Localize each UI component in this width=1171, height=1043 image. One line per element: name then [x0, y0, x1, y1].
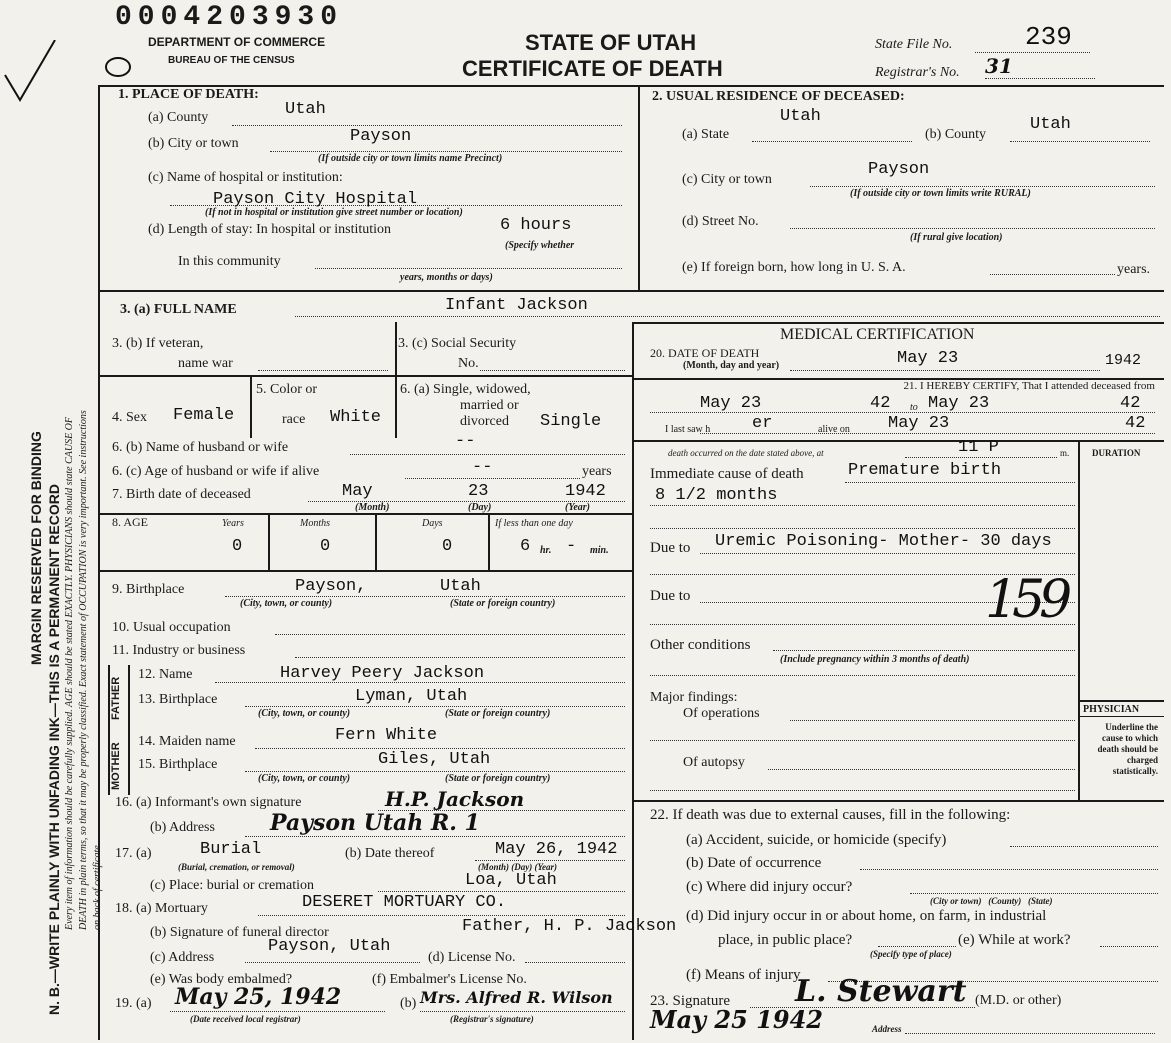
margin-instructions-3: on back of certificate.	[92, 842, 103, 930]
sex-value: Female	[173, 406, 235, 425]
received-label: 19. (a)	[115, 996, 152, 1011]
received-date-value: May 25, 1942	[175, 984, 342, 1010]
birthplace-city: Payson,	[295, 577, 367, 596]
father-birth-value: Lyman, Utah	[355, 687, 468, 706]
res-county-value: Utah	[1030, 115, 1071, 134]
director-label: (b) Signature of funeral director	[150, 925, 329, 940]
age-months-label: Months	[300, 518, 330, 529]
registrar-label: Registrar's No.	[875, 65, 960, 80]
birthdate-day-note: (Day)	[468, 502, 492, 513]
other-conditions-note: (Include pregnancy within 3 months of death)	[780, 654, 970, 665]
sex-label: 4. Sex	[112, 410, 147, 425]
m-label: m.	[1060, 448, 1070, 458]
mother-maiden-label: 14. Maiden name	[138, 734, 236, 749]
attend-from-value: May 23	[700, 394, 762, 413]
mortuary-addr-label: (c) Address	[150, 950, 215, 965]
spouse-age-value: --	[472, 458, 493, 477]
res-county-label: (b) County	[925, 127, 987, 142]
informant-sig-label: 16. (a) Informant's own signature	[115, 795, 302, 810]
mortuary-addr-value: Payson, Utah	[268, 937, 391, 956]
margin-instructions-1: Every item of information should be carefully supplied. AGE should be stated EXACTLY. PHYSICIANS should state CAUSE OF	[64, 416, 75, 930]
burial-date-value: May 26, 1942	[495, 840, 618, 859]
operations-label: Of operations	[683, 706, 760, 721]
birthdate-label: 7. Birth date of deceased	[112, 487, 251, 502]
race-label: race	[282, 412, 306, 427]
residence-heading: 2. USUAL RESIDENCE OF DECEASED:	[652, 89, 905, 104]
md-label: (M.D. or other)	[975, 993, 1062, 1008]
age-label: 8. AGE	[112, 515, 148, 529]
informant-sig-value: H.P. Jackson	[385, 787, 525, 811]
where-note: (City or town) (County) (State)	[930, 896, 1053, 906]
age-lessday-label: If less than one day	[495, 518, 573, 529]
registrar-sig-value: Mrs. Alfred R. Wilson	[420, 988, 613, 1007]
burial-value: Burial	[200, 840, 262, 859]
mortuary-value: DESERET MORTUARY CO.	[302, 893, 507, 912]
physician-note: Underline the cause to which death should be charged statistically.	[1097, 722, 1158, 776]
alive-label: alive on	[818, 424, 850, 435]
occurrence-label: (b) Date of occurrence	[686, 855, 822, 871]
age-hours-value: 6	[520, 537, 531, 556]
margin-binding-text: MARGIN RESERVED FOR BINDING	[28, 431, 44, 665]
race-value: White	[330, 408, 382, 427]
circle-mark-icon	[100, 52, 140, 82]
res-state-value: Utah	[780, 107, 821, 126]
physician-sig-date: May 25 1942	[650, 1005, 823, 1034]
burial-label: 17. (a)	[115, 846, 152, 861]
res-foreign-unit: years.	[1117, 262, 1151, 277]
certify-label: 21. I HEREBY CERTIFY, That I attended deceased from	[903, 380, 1155, 392]
birthdate-month: May	[342, 482, 373, 501]
other-conditions-label: Other conditions	[650, 637, 751, 653]
father-name-label: 12. Name	[138, 667, 193, 682]
age-hr-label: hr.	[540, 545, 552, 556]
attend-to-label: to	[910, 402, 918, 413]
hospital-note: (If not in hospital or institution give street number or location)	[205, 207, 463, 218]
burial-place-value: Loa, Utah	[465, 871, 557, 890]
age-months-value: 0	[320, 537, 331, 556]
occupation-label: 10. Usual occupation	[112, 620, 231, 635]
birthdate-year-note: (Year)	[565, 502, 590, 513]
burial-date-label: (b) Date thereof	[345, 846, 435, 861]
dod-value: May 23	[897, 349, 959, 368]
bureau-label: BUREAU OF THE CENSUS	[168, 55, 295, 66]
place-of-death-heading: 1. PLACE OF DEATH:	[118, 87, 259, 102]
state-title: STATE OF UTAH	[525, 30, 697, 55]
lastsaw-value: May 23	[888, 414, 950, 433]
mother-birth-label: 15. Birthplace	[138, 757, 218, 772]
spouse-value: --	[455, 432, 476, 451]
burial-place-label: (c) Place: burial or cremation	[150, 878, 315, 893]
embalmer-label: (f) Embalmer's License No.	[372, 972, 527, 987]
state-file-number: 239	[1025, 22, 1072, 52]
res-city-note: (If outside city or town limits write RURAL)	[850, 188, 1031, 199]
physician-address-label: Address	[872, 1024, 902, 1034]
dueto-label: Due to	[650, 540, 691, 556]
accident-label: (a) Accident, suicide, or homicide (specify)	[686, 832, 947, 848]
marital-label-3: divorced	[460, 414, 509, 429]
birthdate-day: 23	[468, 482, 489, 501]
hospital-label: (c) Name of hospital or institution:	[148, 170, 343, 185]
home-label: (d) Did injury occur in or about home, on farm, in industrial	[686, 908, 1047, 924]
dod-note: (Month, day and year)	[683, 360, 780, 371]
registrar-sig-note: (Registrar's signature)	[450, 1014, 534, 1024]
embalmed-label: (e) Was body embalmed?	[150, 972, 293, 987]
spouse-age-unit: years	[582, 464, 612, 479]
margin-instructions-2: DEATH in plain terms, so that it may be properly classified. Exact statement of OCCUPATION is very important. See instructions	[78, 410, 89, 930]
informant-addr-value: Payson Utah R. 1	[270, 810, 480, 836]
license-label: (d) License No.	[428, 950, 516, 965]
external-causes-label: 22. If death was due to external causes, fill in the following:	[650, 807, 1011, 823]
community-note: years, months or days)	[400, 272, 493, 283]
age-days-label: Days	[422, 518, 443, 529]
color-label: 5. Color or	[256, 382, 318, 397]
birthplace-note-1: (City, town, or county)	[240, 598, 333, 609]
birthplace-label: 9. Birthplace	[112, 582, 185, 597]
father-birth-note-1: (City, town, or county)	[258, 708, 351, 719]
birthdate-month-note: (Month)	[355, 502, 390, 513]
attend-from-year: 42	[870, 394, 891, 413]
city-note: (If outside city or town limits name Precinct)	[318, 153, 503, 164]
work-label: (e) While at work?	[958, 932, 1071, 948]
father-birth-note-2: (State or foreign country)	[445, 708, 551, 719]
res-street-note: (If rural give location)	[910, 232, 1003, 243]
father-birth-label: 13. Birthplace	[138, 692, 218, 707]
birthplace-note-2: (State or foreign country)	[450, 598, 556, 609]
specify-note: (Specify type of place)	[870, 949, 952, 959]
mother-side-label: MOTHER	[110, 742, 122, 790]
department-label: DEPARTMENT OF COMMERCE	[148, 35, 326, 49]
veteran-label-2: name war	[178, 356, 233, 371]
mother-birth-note-1: (City, town, or county)	[258, 773, 351, 784]
lastsaw-h: er	[752, 414, 773, 433]
medical-heading: MEDICAL CERTIFICATION	[780, 326, 975, 343]
county-label: (a) County	[148, 110, 209, 125]
res-city-label: (c) City or town	[682, 172, 772, 187]
dueto-value: Uremic Poisoning- Mother- 30 days	[715, 532, 1052, 551]
age-years-label: Years	[222, 518, 244, 529]
margin-ink-text: N. B.—WRITE PLAINLY WITH UNFADING INK—THIS IS A PERMANENT RECORD	[46, 484, 62, 1015]
classification-code: 159	[985, 570, 1067, 630]
burial-note: (Burial, cremation, or removal)	[178, 862, 295, 872]
duration-label: DURATION	[1092, 448, 1141, 458]
marital-label-2: married or	[460, 398, 519, 413]
physician-sig-value: L. Stewart	[795, 974, 967, 1009]
res-foreign-label: (e) If foreign born, how long in U. S. A.	[682, 260, 906, 275]
city-value: Payson	[350, 127, 412, 146]
physician-heading: PHYSICIAN	[1083, 704, 1140, 715]
mother-birth-value: Giles, Utah	[378, 750, 491, 769]
res-city-value: Payson	[868, 160, 930, 179]
immediate-value-2: 8 1/2 months	[655, 486, 778, 505]
mortuary-label: 18. (a) Mortuary	[115, 901, 208, 916]
age-min-value: -	[566, 537, 577, 556]
birthdate-year: 1942	[565, 482, 606, 501]
industry-label: 11. Industry or business	[112, 643, 246, 658]
veteran-label: 3. (b) If veteran,	[112, 336, 204, 351]
physician-sig-label: 23. Signature	[650, 993, 730, 1009]
ss-label-2: No.	[458, 356, 479, 371]
county-value: Utah	[285, 100, 326, 119]
public-label: place, in public place?	[718, 932, 853, 948]
age-min-label: min.	[590, 545, 609, 556]
fullname-value: Infant Jackson	[445, 296, 588, 315]
immediate-label: Immediate cause of death	[650, 466, 804, 482]
attend-to-year: 42	[1120, 394, 1141, 413]
burial-date-note: (Month) (Day) (Year)	[478, 862, 557, 872]
res-street-label: (d) Street No.	[682, 214, 759, 229]
age-years-value: 0	[232, 537, 243, 556]
registrar-number: 31	[985, 54, 1013, 78]
received-note: (Date received local registrar)	[190, 1014, 301, 1024]
lastsaw-year: 42	[1125, 414, 1146, 433]
check-mark-icon	[0, 40, 60, 110]
birthplace-state: Utah	[440, 577, 481, 596]
major-findings-label: Major findings:	[650, 690, 738, 705]
res-state-label: (a) State	[682, 127, 730, 142]
age-days-value: 0	[442, 537, 453, 556]
city-label: (b) City or town	[148, 136, 239, 151]
autopsy-label: Of autopsy	[683, 755, 745, 770]
stay-note: (Specify whether	[505, 240, 575, 251]
serial-number: 0004203930	[115, 2, 344, 33]
occurred-label: death occurred on the date stated above, at	[668, 448, 824, 458]
hospital-value: Payson City Hospital	[213, 190, 418, 209]
informant-addr-label: (b) Address	[150, 820, 215, 835]
registrar-sig-label: (b)	[400, 996, 417, 1011]
dod-label: 20. DATE OF DEATH	[650, 346, 760, 360]
community-label: In this community	[178, 254, 281, 269]
father-name-value: Harvey Peery Jackson	[280, 664, 485, 683]
marital-label: 6. (a) Single, widowed,	[400, 382, 531, 397]
means-label: (f) Means of injury	[686, 967, 801, 983]
where-label: (c) Where did injury occur?	[686, 879, 853, 895]
fullname-label: 3. (a) FULL NAME	[120, 302, 237, 317]
occurred-value: 11 P	[958, 438, 999, 457]
dueto2-label: Due to	[650, 588, 691, 604]
marital-value: Single	[540, 412, 602, 431]
mother-birth-note-2: (State or foreign country)	[445, 773, 551, 784]
stay-label: (d) Length of stay: In hospital or institution	[148, 222, 392, 237]
father-side-label: FATHER	[110, 676, 122, 720]
certificate-title: CERTIFICATE OF DEATH	[462, 56, 723, 81]
lastsaw-label: I last saw h	[665, 424, 711, 435]
stay-value: 6 hours	[500, 216, 572, 235]
spouse-age-label: 6. (c) Age of husband or wife if alive	[112, 464, 320, 479]
state-file-label: State File No.	[875, 37, 953, 52]
dod-year: 1942	[1105, 352, 1142, 369]
immediate-value: Premature birth	[848, 461, 1002, 480]
spouse-label: 6. (b) Name of husband or wife	[112, 440, 289, 455]
attend-to-value: May 23	[928, 394, 990, 413]
mother-maiden-value: Fern White	[335, 726, 438, 745]
director-value: Father, H. P. Jackson	[462, 917, 677, 936]
ss-label: 3. (c) Social Security	[398, 336, 517, 351]
